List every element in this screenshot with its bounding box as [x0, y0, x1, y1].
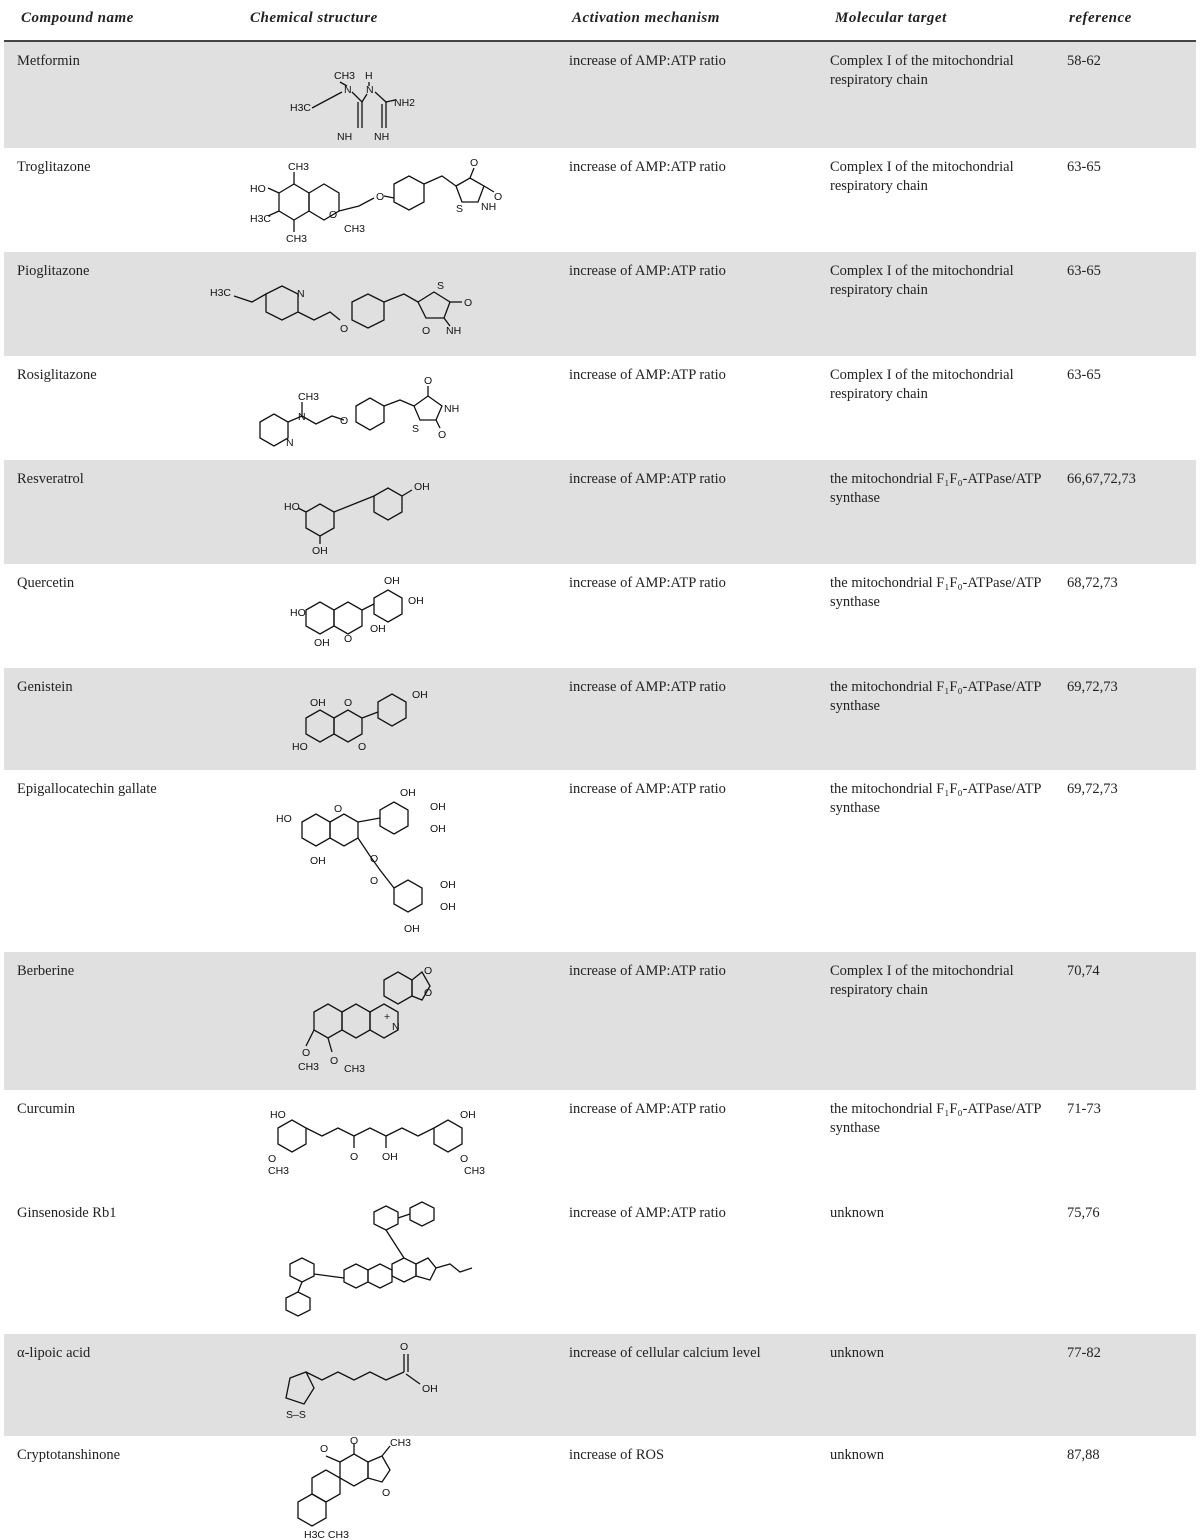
molecular-target: the mitochondrial F₁F₀-ATPase/ATP synthase [830, 781, 1041, 816]
table-row [4, 42, 1196, 148]
svg-text:O: O [470, 157, 479, 169]
table-row [4, 1334, 1196, 1436]
svg-text:CH3: CH3 [334, 70, 356, 82]
table-row [4, 668, 1196, 770]
svg-text:OH: OH [412, 689, 428, 701]
molecular-target: unknown [830, 1345, 884, 1361]
molecular-target: unknown [830, 1205, 884, 1221]
svg-text:O: O [302, 1047, 311, 1059]
svg-text:O: O [370, 875, 379, 887]
svg-text:OH: OH [370, 623, 386, 635]
table-row [4, 252, 1196, 356]
svg-text:O: O [344, 633, 353, 645]
svg-text:CH3: CH3 [298, 391, 320, 403]
table-row [4, 1194, 1196, 1334]
svg-text:HO: HO [270, 1109, 286, 1121]
svg-text:HO: HO [284, 501, 300, 513]
svg-text:O: O [424, 965, 433, 977]
svg-text:HO: HO [276, 813, 292, 825]
svg-text:OH: OH [440, 901, 456, 913]
svg-text:O: O [376, 191, 385, 203]
activation-mechanism: increase of AMP:ATP ratio [569, 963, 726, 979]
svg-text:CH3: CH3 [390, 1437, 412, 1449]
svg-text:NH: NH [374, 131, 390, 143]
svg-text:N: N [366, 84, 374, 96]
activation-mechanism: increase of cellular calcium level [569, 1345, 761, 1361]
molecular-target: the mitochondrial F₁F₀-ATPase/ATP synthase [830, 575, 1041, 610]
structure-metformin [194, 42, 574, 148]
svg-text:N: N [286, 437, 294, 449]
svg-text:OH: OH [414, 481, 430, 493]
compound-name: Troglitazone [17, 159, 91, 175]
svg-text:O: O [268, 1153, 277, 1165]
svg-text:O: O [382, 1487, 391, 1499]
svg-text:N: N [392, 1021, 400, 1033]
activation-mechanism: increase of AMP:ATP ratio [569, 53, 726, 69]
svg-text:O: O [424, 987, 433, 999]
svg-text:CH3: CH3 [286, 233, 308, 245]
compound-name: Quercetin [17, 575, 75, 591]
svg-text:OH: OH [422, 1383, 438, 1395]
table-row [4, 356, 1196, 460]
reference: 63-65 [1067, 263, 1101, 279]
compound-name: α-lipoic acid [17, 1345, 91, 1361]
header-reference: reference [1069, 10, 1132, 26]
compound-name: Pioglitazone [17, 263, 90, 279]
svg-text:N: N [344, 84, 352, 96]
svg-text:OH: OH [404, 923, 420, 935]
reference: 63-65 [1067, 367, 1101, 383]
structure-curcumin [194, 1090, 574, 1194]
molecular-target: the mitochondrial F₁F₀-ATPase/ATP synthase [830, 1101, 1041, 1136]
svg-text:OH: OH [430, 801, 446, 813]
compound-name: Metformin [17, 53, 80, 69]
reference: 63-65 [1067, 159, 1101, 175]
header-activation-mechanism: Activation mechanism [572, 10, 720, 26]
compound-name: Cryptotanshinone [17, 1447, 121, 1463]
svg-text:H3C: H3C [210, 287, 232, 299]
activation-mechanism: increase of AMP:ATP ratio [569, 1101, 726, 1117]
svg-text:NH: NH [444, 403, 460, 415]
svg-text:CH3: CH3 [288, 161, 310, 173]
svg-text:O: O [494, 191, 503, 203]
compound-name: Epigallocatechin gallate [17, 781, 157, 797]
molecular-target: Complex I of the mitochondrial respiratory chain [830, 53, 1014, 88]
svg-text:H3C: H3C [250, 213, 272, 225]
svg-text:O: O [464, 297, 473, 309]
svg-text:CH3: CH3 [268, 1165, 290, 1177]
svg-text:O: O [370, 853, 379, 865]
compound-name: Curcumin [17, 1101, 75, 1117]
activation-mechanism: increase of AMP:ATP ratio [569, 781, 726, 797]
svg-text:O: O [350, 1151, 359, 1163]
reference: 68,72,73 [1067, 575, 1118, 591]
svg-text:O: O [358, 741, 367, 753]
header-chemical-structure: Chemical structure [250, 10, 378, 26]
header-compound-name: Compound name [21, 10, 134, 26]
table-row [4, 460, 1196, 564]
table-row [4, 564, 1196, 668]
structure-berberine [194, 952, 574, 1090]
reference: 71-73 [1067, 1101, 1101, 1117]
svg-text:OH: OH [440, 879, 456, 891]
svg-text:N: N [297, 288, 305, 300]
svg-text:S: S [412, 423, 420, 435]
reference: 75,76 [1067, 1205, 1100, 1221]
svg-text:OH: OH [460, 1109, 476, 1121]
table-header [4, 0, 1196, 42]
svg-text:O: O [344, 697, 353, 709]
activation-mechanism: increase of AMP:ATP ratio [569, 575, 726, 591]
svg-text:CH3: CH3 [298, 1061, 320, 1073]
reference: 77-82 [1067, 1345, 1101, 1361]
reference: 69,72,73 [1067, 781, 1118, 797]
svg-text:H: H [365, 70, 373, 82]
table-row [4, 1090, 1196, 1194]
compound-name: Resveratrol [17, 471, 84, 487]
reference: 70,74 [1067, 963, 1100, 979]
molecular-target: Complex I of the mitochondrial respiratory chain [830, 159, 1014, 194]
svg-text:OH: OH [314, 637, 330, 649]
svg-text:NH2: NH2 [394, 97, 416, 109]
svg-text:O: O [438, 429, 447, 441]
svg-text:O: O [340, 323, 349, 335]
svg-text:O: O [350, 1436, 359, 1447]
svg-text:OH: OH [400, 787, 416, 799]
svg-text:OH: OH [382, 1151, 398, 1163]
svg-text:O: O [460, 1153, 469, 1165]
structure-lipoic-acid [194, 1334, 574, 1436]
table-row [4, 1436, 1196, 1540]
svg-text:O: O [334, 803, 343, 815]
molecular-target: Complex I of the mitochondrial respiratory chain [830, 963, 1014, 998]
structure-troglitazone [194, 148, 574, 252]
structure-genistein [194, 668, 574, 770]
svg-text:O: O [424, 375, 433, 387]
svg-text:O: O [400, 1341, 409, 1353]
activation-mechanism: increase of AMP:ATP ratio [569, 471, 726, 487]
svg-text:O: O [329, 209, 338, 221]
molecular-target: Complex I of the mitochondrial respiratory chain [830, 263, 1014, 298]
header-molecular-target: Molecular target [835, 10, 947, 26]
svg-text:H3C CH3: H3C CH3 [304, 1529, 349, 1540]
table-row [4, 770, 1196, 952]
structure-cryptotanshinone [194, 1436, 574, 1540]
svg-text:S–S: S–S [286, 1409, 306, 1421]
svg-text:OH: OH [310, 697, 326, 709]
activation-mechanism: increase of AMP:ATP ratio [569, 367, 726, 383]
svg-text:HO: HO [290, 607, 306, 619]
molecular-target: the mitochondrial F₁F₀-ATPase/ATP synthase [830, 679, 1041, 714]
svg-text:O: O [320, 1443, 329, 1455]
reference: 87,88 [1067, 1447, 1100, 1463]
svg-text:OH: OH [408, 595, 424, 607]
table-row [4, 952, 1196, 1090]
structure-quercetin [194, 564, 574, 668]
structure-resveratrol [194, 460, 574, 564]
activation-mechanism: increase of AMP:ATP ratio [569, 263, 726, 279]
svg-text:NH: NH [446, 325, 462, 337]
svg-text:+: + [384, 1011, 391, 1023]
structure-ginsenoside-rb1 [194, 1194, 574, 1334]
molecular-target: unknown [830, 1447, 884, 1463]
activation-mechanism: increase of AMP:ATP ratio [569, 159, 726, 175]
reference: 58-62 [1067, 53, 1101, 69]
svg-text:O: O [340, 415, 349, 427]
svg-text:S: S [456, 203, 464, 215]
structure-pioglitazone [194, 252, 574, 356]
svg-text:CH3: CH3 [464, 1165, 486, 1177]
svg-text:OH: OH [430, 823, 446, 835]
structure-egcg [194, 770, 574, 952]
compound-name: Berberine [17, 963, 75, 979]
svg-text:CH3: CH3 [344, 223, 366, 235]
svg-text:OH: OH [310, 855, 326, 867]
compound-table [4, 0, 1196, 1540]
molecular-target: the mitochondrial F₁F₀-ATPase/ATP synthase [830, 471, 1041, 506]
svg-text:NH: NH [337, 131, 353, 143]
molecular-target: Complex I of the mitochondrial respiratory chain [830, 367, 1014, 402]
compound-name: Ginsenoside Rb1 [17, 1205, 117, 1221]
svg-text:N: N [298, 411, 306, 423]
svg-text:HO: HO [250, 183, 266, 195]
svg-text:OH: OH [312, 545, 328, 557]
svg-text:OH: OH [384, 575, 400, 587]
svg-text:HO: HO [292, 741, 308, 753]
svg-text:S: S [437, 280, 445, 292]
activation-mechanism: increase of AMP:ATP ratio [569, 679, 726, 695]
reference: 69,72,73 [1067, 679, 1118, 695]
svg-text:O: O [330, 1055, 339, 1067]
structure-rosiglitazone [194, 356, 574, 460]
svg-text:CH3: CH3 [344, 1063, 366, 1075]
table-row [4, 148, 1196, 252]
svg-text:O: O [422, 325, 431, 337]
compound-name: Genistein [17, 679, 73, 695]
reference: 66,67,72,73 [1067, 471, 1136, 487]
svg-text:H3C: H3C [290, 102, 312, 114]
activation-mechanism: increase of ROS [569, 1447, 665, 1463]
compound-name: Rosiglitazone [17, 367, 97, 383]
activation-mechanism: increase of AMP:ATP ratio [569, 1205, 726, 1221]
svg-text:NH: NH [481, 201, 497, 213]
